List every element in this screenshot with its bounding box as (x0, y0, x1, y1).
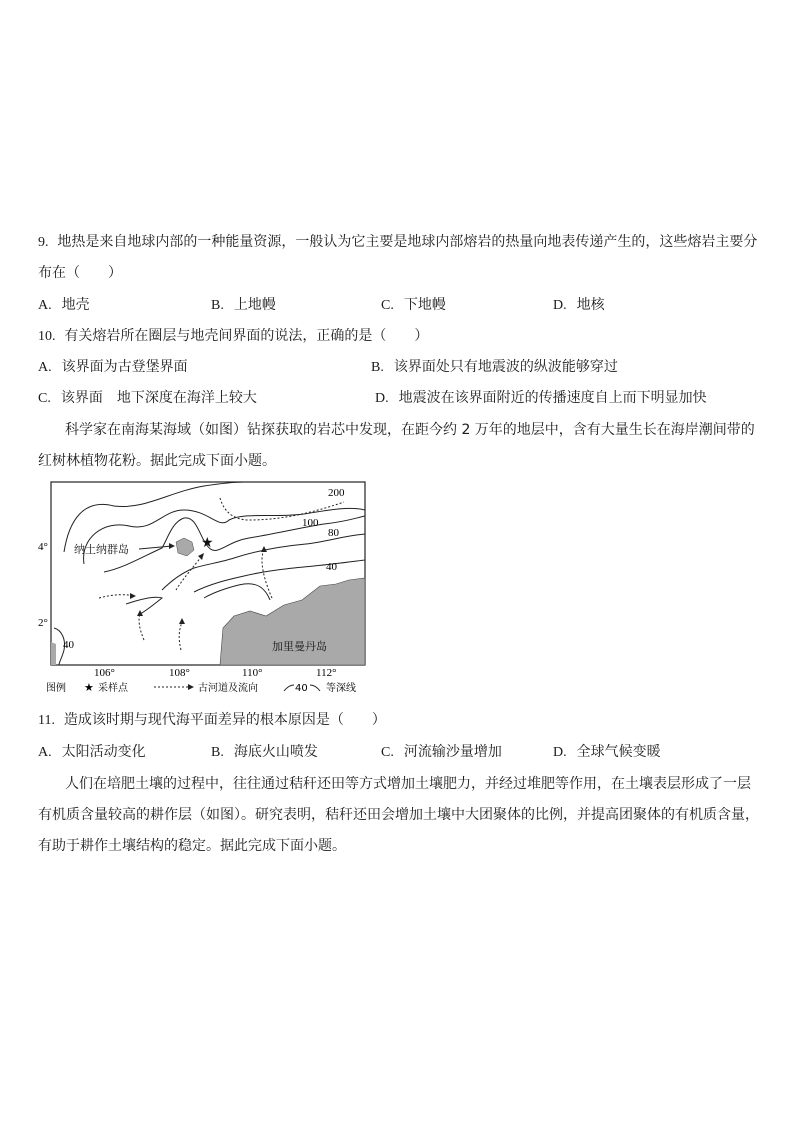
passage-2-line-1: 人们在培肥土壤的过程中，往往通过秸秆还田等方式增加土壤肥力，并经过堆肥等作用，在土壤表层形成了一层 (65, 776, 751, 792)
option-text: 全球气候变暖 (576, 744, 661, 760)
legend-star-icon: ★ (84, 681, 94, 694)
option-key: C. (381, 298, 394, 313)
option-key: B. (211, 298, 224, 313)
option-text: 上地幔 (233, 297, 276, 313)
natuna-label: 纳土纳群岛 (74, 543, 129, 556)
passage-2-line-3: 有助于耕作土壤结构的稳定。据此完成下面小题。 (38, 838, 346, 854)
contour-label: 80 (328, 527, 339, 539)
option-key: C. (38, 391, 51, 406)
map-legend (46, 681, 356, 694)
option-key: A. (38, 745, 52, 760)
q11-option-b[interactable] (211, 742, 318, 763)
latitude-label: 4° (38, 541, 48, 553)
longitude-label: 106° (94, 667, 115, 679)
contour-label: 40 (326, 561, 337, 573)
legend-river-label: 古河道及流向 (198, 683, 258, 694)
option-text: 海底火山喷发 (233, 744, 318, 760)
south-china-sea-map (38, 480, 374, 695)
arrow-head (188, 684, 194, 690)
option-key: B. (211, 745, 224, 760)
option-key: D. (553, 298, 567, 313)
question-11-stem: 造成该时期与现代海平面差异的根本原因是（ ） (63, 712, 386, 728)
question-9-stem: 地热是来自地球内部的一种能量资源，一般认为它主要是地球内部熔岩的热量向地表传递产生的，这些熔岩主要分 (57, 234, 758, 250)
q11-option-a[interactable] (38, 742, 146, 763)
contour-label: 200 (328, 487, 345, 499)
latitude-label: 2° (38, 617, 48, 629)
option-key: D. (375, 391, 389, 406)
q10-option-c[interactable] (38, 388, 257, 409)
option-text: 地震波在该界面附近的传播速度自上而下明显加快 (398, 390, 707, 406)
passage-2-line-2: 有机质含量较高的耕作层（如图）。研究表明，秸秆还田会增加土壤中大团聚体的比例，并提高团聚体的有机质含量， (38, 807, 759, 823)
q10-option-b[interactable] (371, 357, 618, 378)
passage-1-line-1: 科学家在南海某海域（如图）钻探获取的岩芯中发现，在距今约 2 万年的地层中，含有大量生长在海岸潮间带的 (65, 422, 755, 438)
option-text: 该界面处只有地震波的纵波能够穿过 (393, 359, 618, 375)
question-9-line-2: 布在（ ） (38, 265, 122, 281)
question-11-line (38, 710, 386, 731)
contour-label: 40 (63, 639, 74, 651)
option-key: C. (381, 745, 394, 760)
option-key: A. (38, 360, 52, 375)
q9-option-b[interactable] (211, 295, 276, 316)
option-text: 地壳 (61, 297, 90, 313)
q9-option-c[interactable] (381, 295, 446, 316)
option-text: 地核 (576, 297, 605, 313)
option-text: 下地幔 (403, 297, 446, 313)
option-key: D. (553, 745, 567, 760)
option-key: A. (38, 298, 52, 313)
option-text: 该界面为古登堡界面 (61, 359, 188, 375)
legend-contour-value: 40 (295, 683, 308, 694)
passage-1-line-2: 红树林植物花粉。据此完成下面小题。 (38, 453, 276, 469)
q10-option-d[interactable] (375, 388, 707, 409)
question-9-line-1 (38, 232, 757, 253)
legend-contour-label: 等深线 (326, 683, 356, 694)
legend-sample-label: 采样点 (98, 683, 128, 694)
southwest-land (51, 642, 56, 665)
longitude-label: 110° (242, 667, 263, 679)
q10-option-a[interactable] (38, 357, 188, 378)
question-10-number: 10. (38, 329, 56, 344)
legend-title: 图例 (46, 683, 66, 694)
sample-point-star: ★ (201, 535, 214, 551)
option-text: 河流输沙量增加 (403, 744, 502, 760)
question-11-number: 11. (38, 713, 55, 728)
longitude-label: 112° (316, 667, 337, 679)
longitude-label: 108° (169, 667, 190, 679)
kalimantan-label: 加里曼丹岛 (272, 640, 327, 653)
legend-contour-line (310, 685, 320, 691)
question-10-stem: 有关熔岩所在圈层与地壳间界面的说法，正确的是（ ） (64, 328, 429, 344)
question-9-number: 9. (38, 235, 49, 250)
q11-option-d[interactable] (553, 742, 661, 763)
question-10-line (38, 326, 428, 347)
contour-label: 100 (302, 517, 319, 529)
q11-option-c[interactable] (381, 742, 502, 763)
option-text: 太阳活动变化 (61, 744, 146, 760)
q9-option-d[interactable] (553, 295, 605, 316)
option-text: 该界面 地下深度在海洋上较大 (60, 390, 257, 406)
q9-option-a[interactable] (38, 295, 90, 316)
option-key: B. (371, 360, 384, 375)
legend-contour-line (284, 685, 294, 691)
